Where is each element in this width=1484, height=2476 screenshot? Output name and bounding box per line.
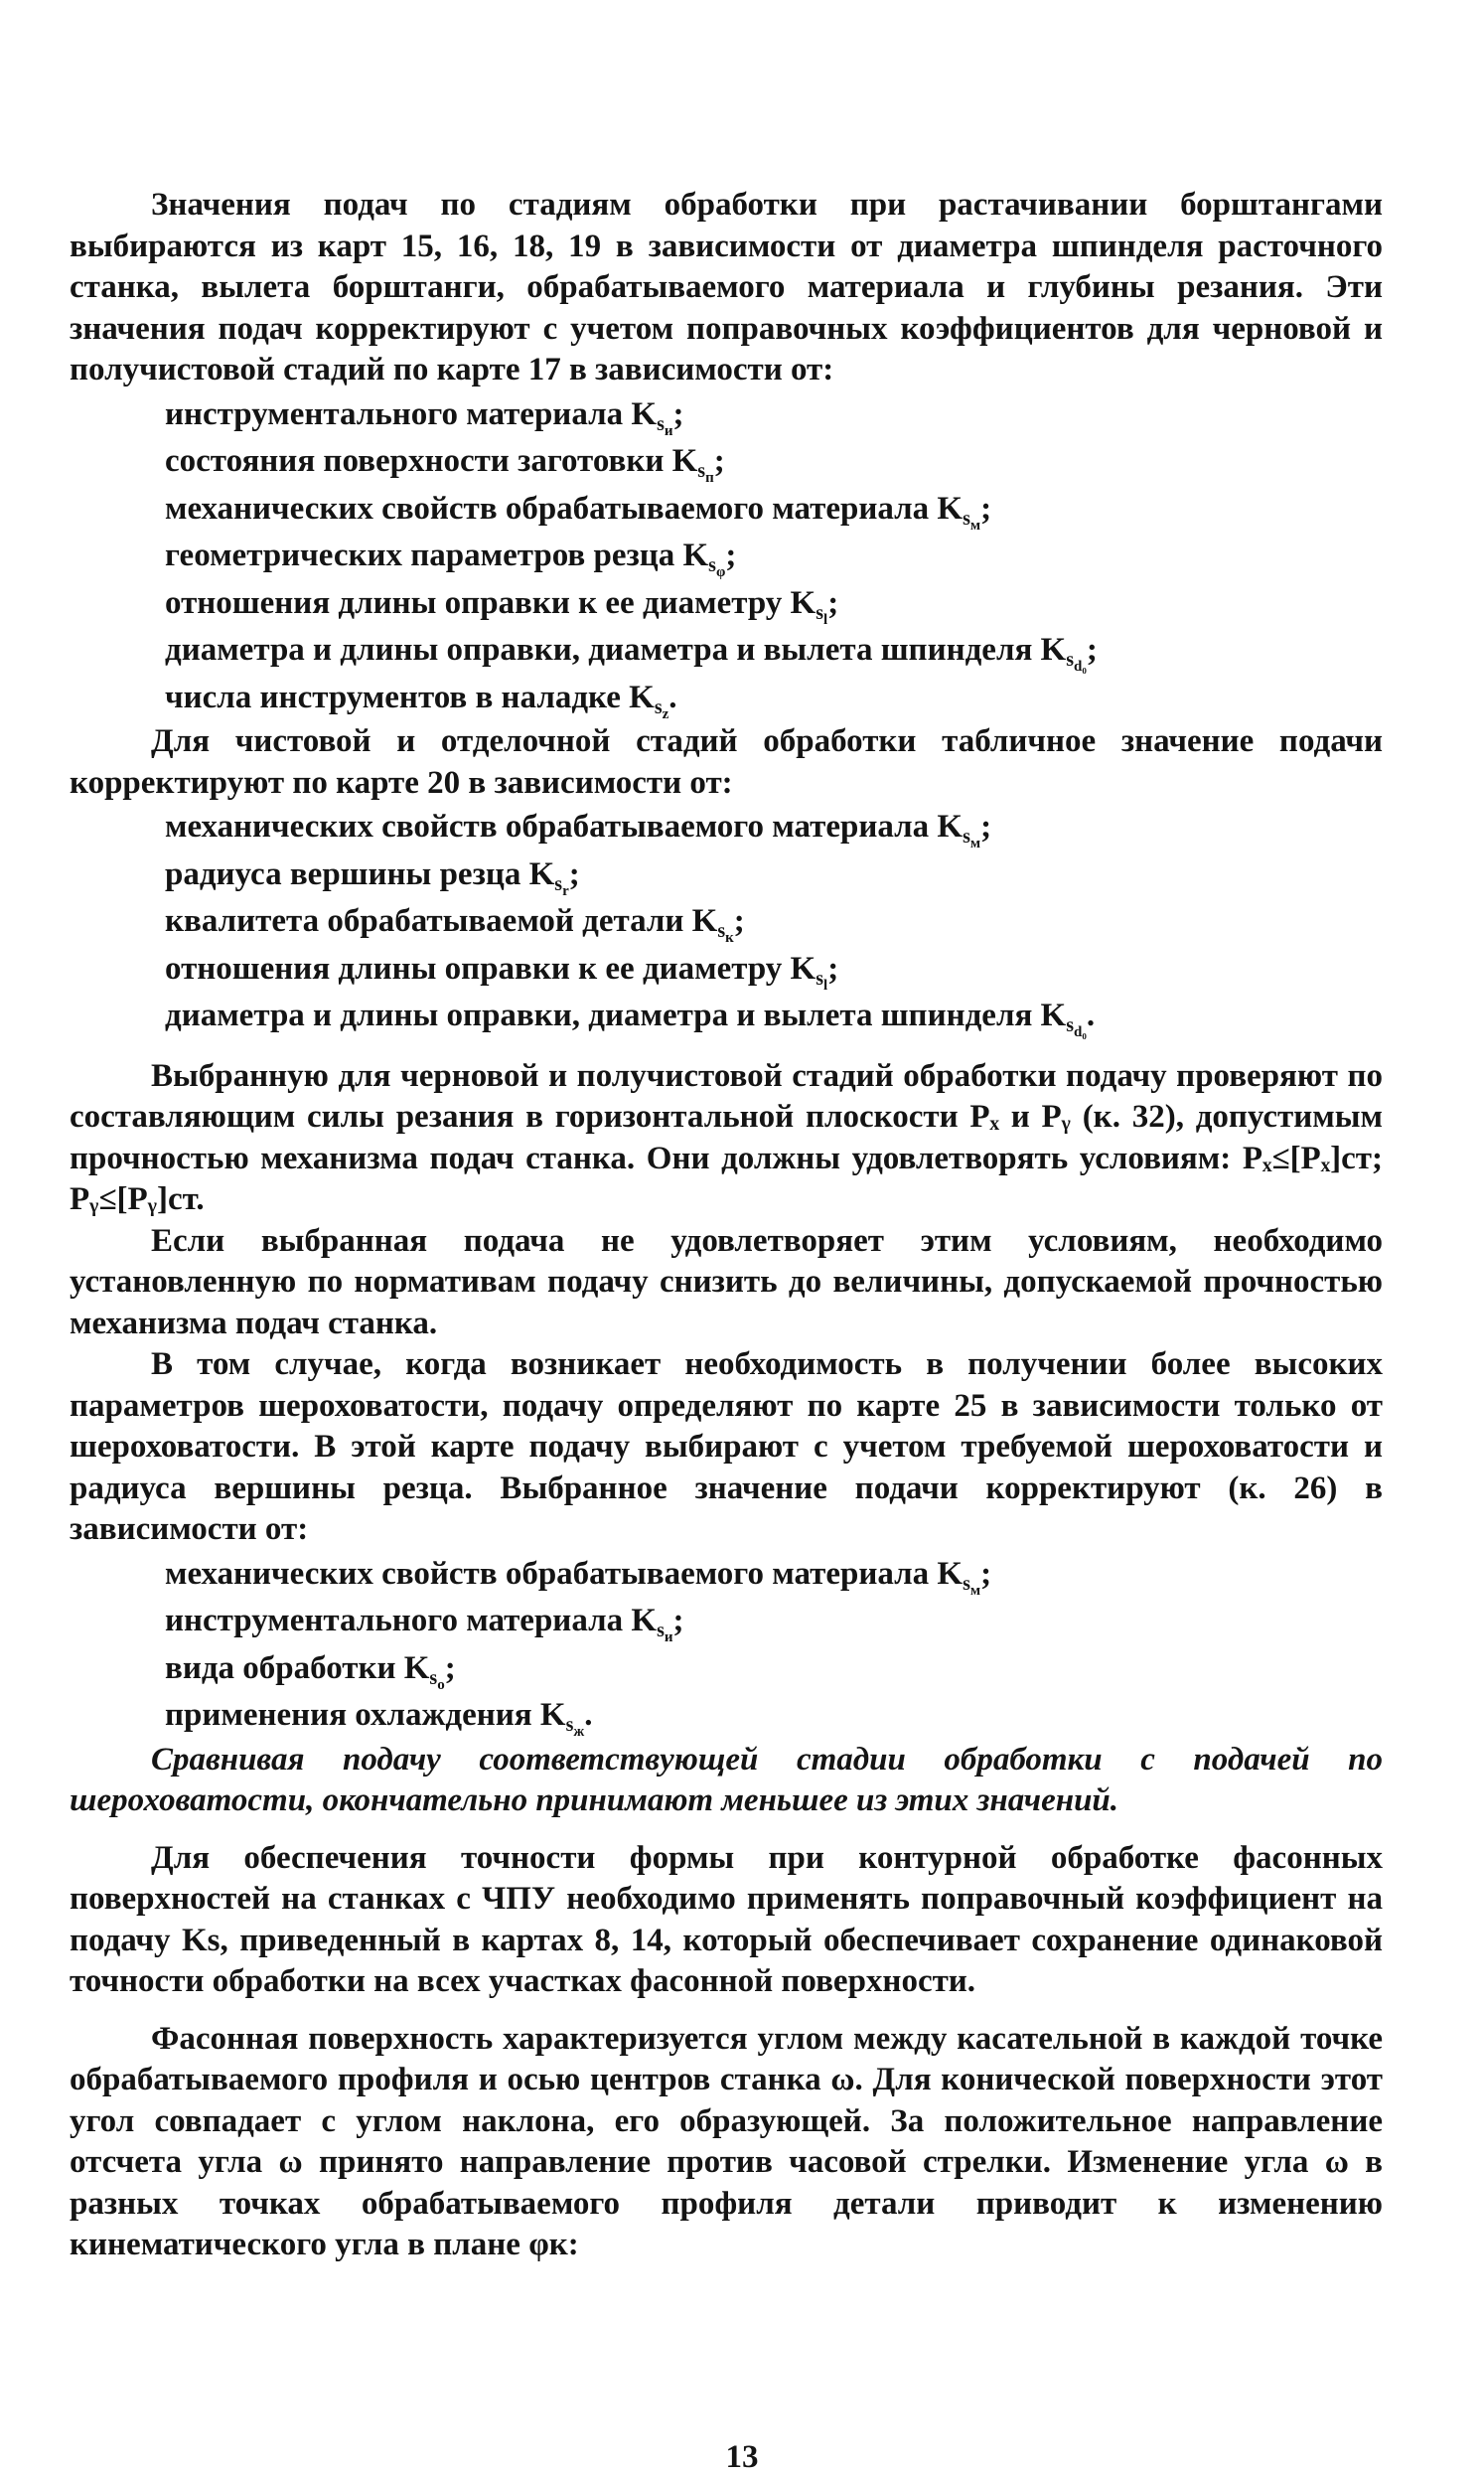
subscript-index: о (437, 1676, 445, 1693)
list-item (165, 438, 1383, 486)
subscript-s: s (1066, 649, 1075, 671)
subscript-index: l (823, 977, 828, 994)
list-item-punctuation: ; (1086, 632, 1098, 668)
subscript-index: к (725, 930, 734, 946)
correction-factors-list-roughness (70, 1551, 1383, 1740)
correction-factors-list-finishing (70, 804, 1383, 1040)
list-item-punctuation: . (1086, 998, 1096, 1033)
list-item-punctuation: ; (980, 490, 992, 527)
paragraph-intro: Значения подач по стадиям обработки при растачивании борштангами выбираются из карт 15, 16, 18, 19 в зависимости от диаметра шпинделя расточного станка, вылета борштанги, обрабатываемого материала и глубины резания. Эти значения подач корректируют с учетом поправочных коэффициентов для черновой и получистовой стадий по карте 17 в зависимости от: (70, 187, 1383, 387)
subscript-index: l (823, 611, 828, 628)
coefficient-subscript (708, 554, 726, 580)
list-item-punctuation: ; (980, 809, 992, 845)
subscript-index: φ (715, 564, 726, 580)
subscript-s: s (963, 1572, 970, 1595)
subscript-index: м (969, 836, 981, 851)
list-item (165, 580, 1383, 628)
list-item (165, 391, 1383, 439)
list-item-label: диаметра и длины оправки, диаметра и вылета шпинделя K (165, 998, 1067, 1033)
list-item-punctuation: ; (733, 903, 745, 939)
list-item-label: отношения длины оправки к ее диаметру K (165, 950, 816, 987)
list-item-label: радиуса вершины резца K (165, 855, 555, 892)
list-item-punctuation: ; (444, 1649, 456, 1686)
paragraph-finishing: Для чистовой и отделочной стадий обработки табличное значение подачи корректируют по карте 20 в зависимости от: (70, 723, 1383, 801)
coefficient-subscript (963, 826, 981, 851)
list-item (165, 675, 1383, 722)
list-item-label: механических свойств обрабатываемого материала K (165, 490, 964, 527)
coefficient-subscript (657, 412, 673, 439)
coefficient-subscript (429, 1666, 445, 1693)
list-item-label: применения охлаждения K (165, 1697, 566, 1733)
list-item (165, 1645, 1383, 1693)
coefficient-subscript (1066, 649, 1087, 675)
paragraph-roughness: В том случае, когда возникает необходимость в получении более высоких параметров шероховатости, подачу определяют по карте 25 в зависимости только от шероховатости. В этой карте подачу выбирают с учетом требуемой шероховатости и радиуса вершины резца. Выбранное значение подачи корректируют (к. 26) в зависимости от: (70, 1346, 1383, 1547)
subscript-s: s (708, 554, 716, 576)
list-item-label: вида обработки K (165, 1649, 430, 1686)
paragraph-cnc-accuracy: Для обеспечения точности формы при контурной обработке фасонных поверхностей на станках с ЧПУ необходимо применять поправочный коэффициент на подачу Ks, приведенный в картах 8, 14, который обеспечивает сохранение одинаковой точности обработки на всех участках фасонной поверхности. (70, 1839, 1383, 1999)
coefficient-subscript (816, 601, 828, 628)
paragraph-reduce-feed: Если выбранная подача не удовлетворяет этим условиям, необходимо установленную по нормативам подачу снизить до величины, допускаемой прочностью механизма подач станка. (70, 1222, 1383, 1341)
list-item (165, 804, 1383, 851)
subscript-s: s (963, 507, 970, 530)
list-item-punctuation: . (584, 1697, 593, 1733)
coefficient-subscript (554, 872, 569, 899)
subscript-index: ж (573, 1724, 585, 1740)
paragraph-shaped-surface: Фасонная поверхность характеризуется углом между касательной в каждой точке обрабатываемого профиля и осью центров станка ω. Для конической поверхности этот угол совпадает с углом наклона, его образующей. За положительное направление отсчета угла ω принято направление против часовой стрелки. Изменение угла ω в разных точках обрабатываемого профиля детали приводит к изменению кинематического угла в плане φк: (70, 2020, 1383, 2262)
list-item-label: механических свойств обрабатываемого материала K (165, 809, 964, 845)
subscript-s: s (816, 967, 824, 990)
paragraph-force-check: Выбранную для черновой и получистовой стадий обработки подачу проверяют по составляющим силы резания в горизонтальной плоскости Pₓ и Pᵧ (к. 32), допустимым прочностью механизма подач станка. Они должны удовлетворять условиям: Pₓ≤[Pₓ]ст; Pᵧ≤[Pᵧ]ст. (70, 1057, 1383, 1217)
subscript-index: d₀ (1074, 659, 1087, 675)
body-text (70, 185, 1383, 2266)
list-item (165, 627, 1383, 675)
list-item-label: диаметра и длины оправки, диаметра и вылета шпинделя K (165, 632, 1067, 668)
subscript-s: s (697, 460, 706, 482)
list-item-label: инструментального материала K (165, 395, 658, 432)
list-item (165, 1598, 1383, 1645)
subscript-s: s (554, 872, 563, 895)
list-item-label: инструментального материала K (165, 1603, 658, 1638)
subscript-index: м (969, 517, 981, 534)
coefficient-subscript (963, 1572, 981, 1599)
subscript-s: s (657, 412, 665, 435)
coefficient-subscript (1066, 1014, 1087, 1040)
list-item (165, 533, 1383, 580)
list-item-label: числа инструментов в наладке K (165, 679, 655, 715)
coefficient-subscript (963, 507, 981, 534)
coefficient-subscript (565, 1714, 585, 1740)
subscript-s: s (963, 826, 970, 848)
subscript-index: м (969, 1582, 981, 1599)
list-item-punctuation: ; (672, 1603, 684, 1638)
coefficient-subscript (697, 460, 714, 486)
list-item-label: механических свойств обрабатываемого материала K (165, 1555, 964, 1592)
list-item-punctuation: ; (827, 584, 839, 621)
list-item (165, 898, 1383, 946)
subscript-index: п (705, 470, 714, 486)
correction-factors-list-rough (70, 391, 1383, 722)
subscript-s: s (429, 1666, 438, 1689)
subscript-index: d₀ (1074, 1024, 1087, 1040)
list-item (165, 486, 1383, 534)
subscript-s: s (654, 696, 663, 718)
list-item-label: квалитета обрабатываемой детали K (165, 903, 718, 939)
list-item-label: отношения длины оправки к ее диаметру K (165, 584, 816, 621)
coefficient-subscript (657, 1620, 673, 1645)
page-number: 13 (725, 2439, 759, 2475)
list-item (165, 1551, 1383, 1599)
list-item-label: геометрических параметров резца K (165, 538, 709, 573)
coefficient-subscript (717, 920, 734, 946)
list-item-punctuation: ; (725, 538, 737, 573)
subscript-s: s (717, 920, 726, 942)
subscript-index: и (664, 1629, 673, 1645)
subscript-s: s (816, 601, 824, 624)
coefficient-subscript (816, 967, 828, 994)
subscript-s: s (565, 1714, 574, 1736)
list-item (165, 946, 1383, 994)
list-item-punctuation: ; (713, 443, 725, 479)
subscript-index: и (664, 422, 673, 439)
list-item-punctuation: ; (980, 1555, 992, 1592)
paragraph-compare: Сравнивая подачу соответствующей стадии обработки с подачей по шероховатости, окончательно принимают меньшее из этих значений. (70, 1741, 1383, 1818)
coefficient-subscript (654, 696, 669, 722)
list-item-punctuation: . (668, 679, 677, 715)
list-item (165, 993, 1383, 1040)
list-item-punctuation: ; (672, 395, 684, 432)
list-item (165, 1692, 1383, 1740)
subscript-s: s (1066, 1014, 1075, 1036)
list-item-punctuation: ; (568, 855, 580, 892)
subscript-s: s (657, 1620, 665, 1641)
subscript-index: z (662, 705, 669, 722)
list-item-label: состояния поверхности заготовки K (165, 443, 698, 479)
subscript-index: r (562, 882, 569, 899)
list-item-punctuation: ; (827, 950, 839, 987)
list-item (165, 851, 1383, 899)
